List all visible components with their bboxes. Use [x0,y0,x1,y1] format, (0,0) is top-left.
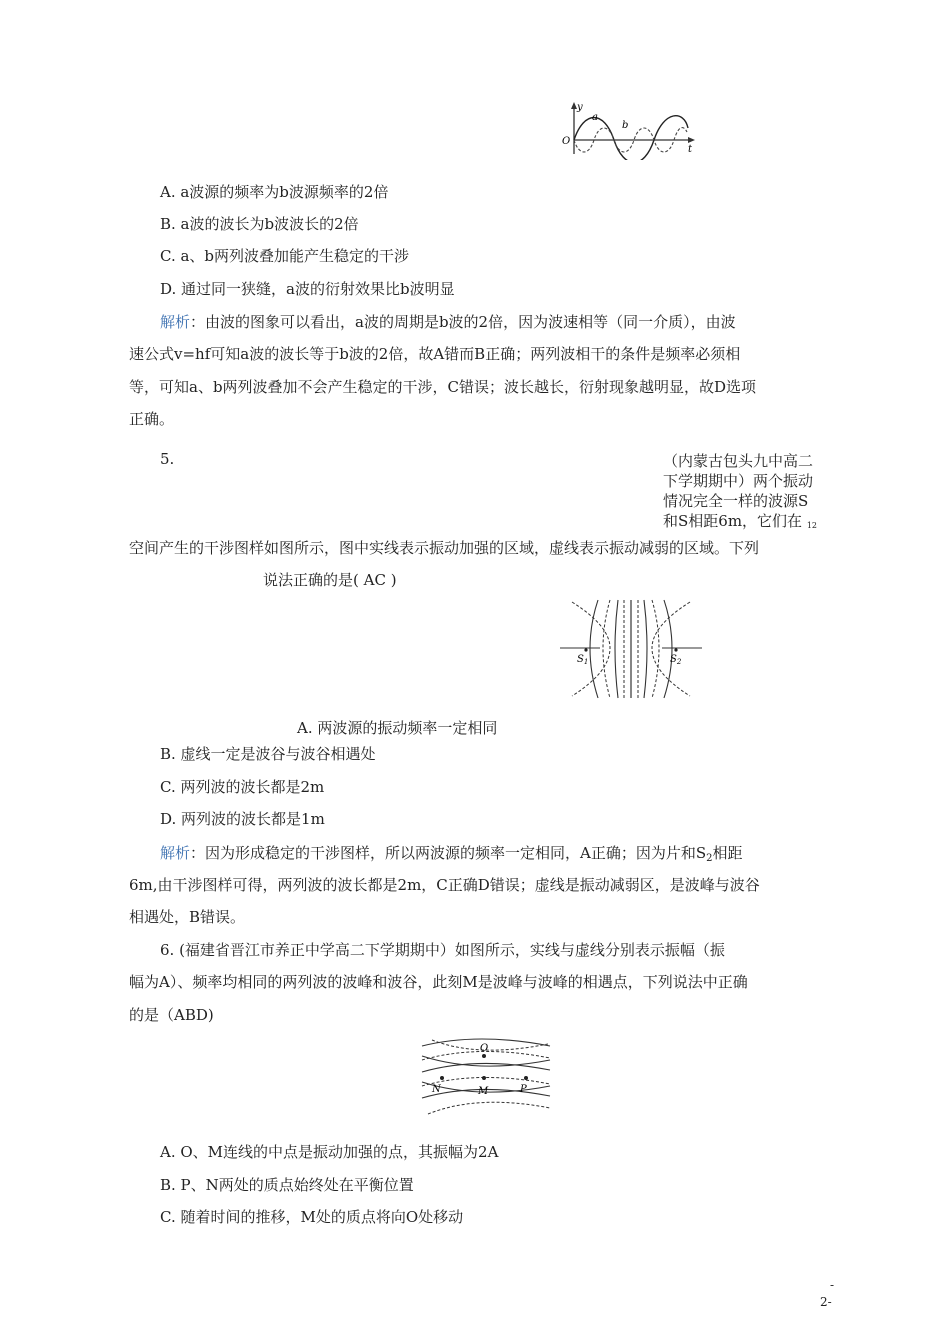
q5-source-line-4: 和S相距6m，它们在 12 [663,512,818,530]
q5-explanation-line-2: 6m,由干涉图样可得，两列波的波长都是2m，C正确D错误；虚线是振动减弱区，是波峰与波谷 [129,876,760,894]
fig3-o-label: O [480,1043,489,1054]
fig1-y-label: y [577,102,583,113]
fig3-n-label: N [432,1084,441,1095]
fig3-p-label: P [520,1084,527,1095]
q5-stem-line-2: 说法正确的是( AC ) [263,571,397,589]
q4-explanation-line-2: 速公式v=hf可知a波的波长等于b波的2倍，故A错而B正确；两列波相干的条件是频率必须相 [129,345,741,363]
q5-explanation-line-1: 解析：因为形成稳定的干涉图样，所以两波源的频率一定相同，A正确；因为片和$S_2$相距 [160,844,743,864]
q6-option-c: C. 随着时间的推移，M处的质点将向O处移动 [160,1208,464,1226]
q4-option-c: C. a、b两列波叠加能产生稳定的干涉 [160,247,410,265]
fig1-t-label: t [688,144,693,155]
q6-stem-line-2: 幅为A）、频率均相同的两列波的波峰和波谷，此刻M是波峰与波峰的相遇点，下列说法中正确 [129,973,748,991]
q5-number: 5. [160,450,175,468]
q6-option-b: B. P、N两处的质点始终处在平衡位置 [160,1176,414,1194]
q4-jiexi-label: 解析 [160,313,191,331]
q4-option-b: B. a波的波长为b波波长的2倍 [160,215,359,233]
fig3-m-label: M [478,1086,489,1097]
q5-option-d: D. 两列波的波长都是1m [160,810,325,828]
page-number: 2- [820,1295,832,1309]
q4-option-d: D. 通过同一狭缝，a波的衍射效果比b波明显 [160,280,455,298]
fig2-s2-label: $S_2$ [670,654,682,666]
fig1-a-label: a [592,112,598,123]
q5-jiexi-label: 解析 [160,844,191,862]
q5-source-line-2: 下学期期中）两个振动 [663,472,814,490]
fig1-b-label: b [622,120,629,131]
q6-stem-line-3: 的是（ABD) [129,1006,214,1024]
q5-source-line-1: （内蒙古包头九中高二 [663,452,814,470]
q6-option-a: A. O、M连线的中点是振动加强的点，其振幅为2A [160,1143,499,1161]
fig2-s1-label: $S_1$ [577,654,589,666]
q4-option-a: A. a波源的频率为b波源频率的2倍 [160,183,389,201]
wave-graph-figure [560,100,700,160]
q5-option-b: B. 虚线一定是波谷与波谷相遇处 [160,745,376,763]
wave-crest-trough-figure [418,1034,554,1124]
footer-dash: - [830,1278,835,1292]
q4-explanation-line-3: 等，可知a、b两列波叠加不会产生稳定的干涉，C错误；波长越长，衍射现象越明显，故D选项 [129,378,757,396]
q6-stem-line-1: 6. (福建省晋江市养正中学高二下学期期中）如图所示，实线与虚线分别表示振幅（振 [160,941,725,959]
q5-option-c: C. 两列波的波长都是2m [160,778,325,796]
fig1-origin-label: O [562,136,571,147]
interference-pattern-figure [560,598,702,702]
q5-option-a: A. 两波源的振动频率一定相同 [297,719,498,737]
q5-source-line-3: 情况完全一样的波源S [663,492,809,510]
q4-explanation-line-4: 正确。 [129,410,175,428]
q5-stem-line-1: 空间产生的干涉图样如图所示，图中实线表示振动加强的区域，虚线表示振动减弱的区域。下列 [129,539,760,557]
q4-explanation-line-1: 解析：由波的图象可以看出，a波的周期是b波的2倍，因为波速相等（同一介质），由波 [160,313,736,331]
q5-explanation-line-3: 相遇处，B错误。 [129,908,246,926]
